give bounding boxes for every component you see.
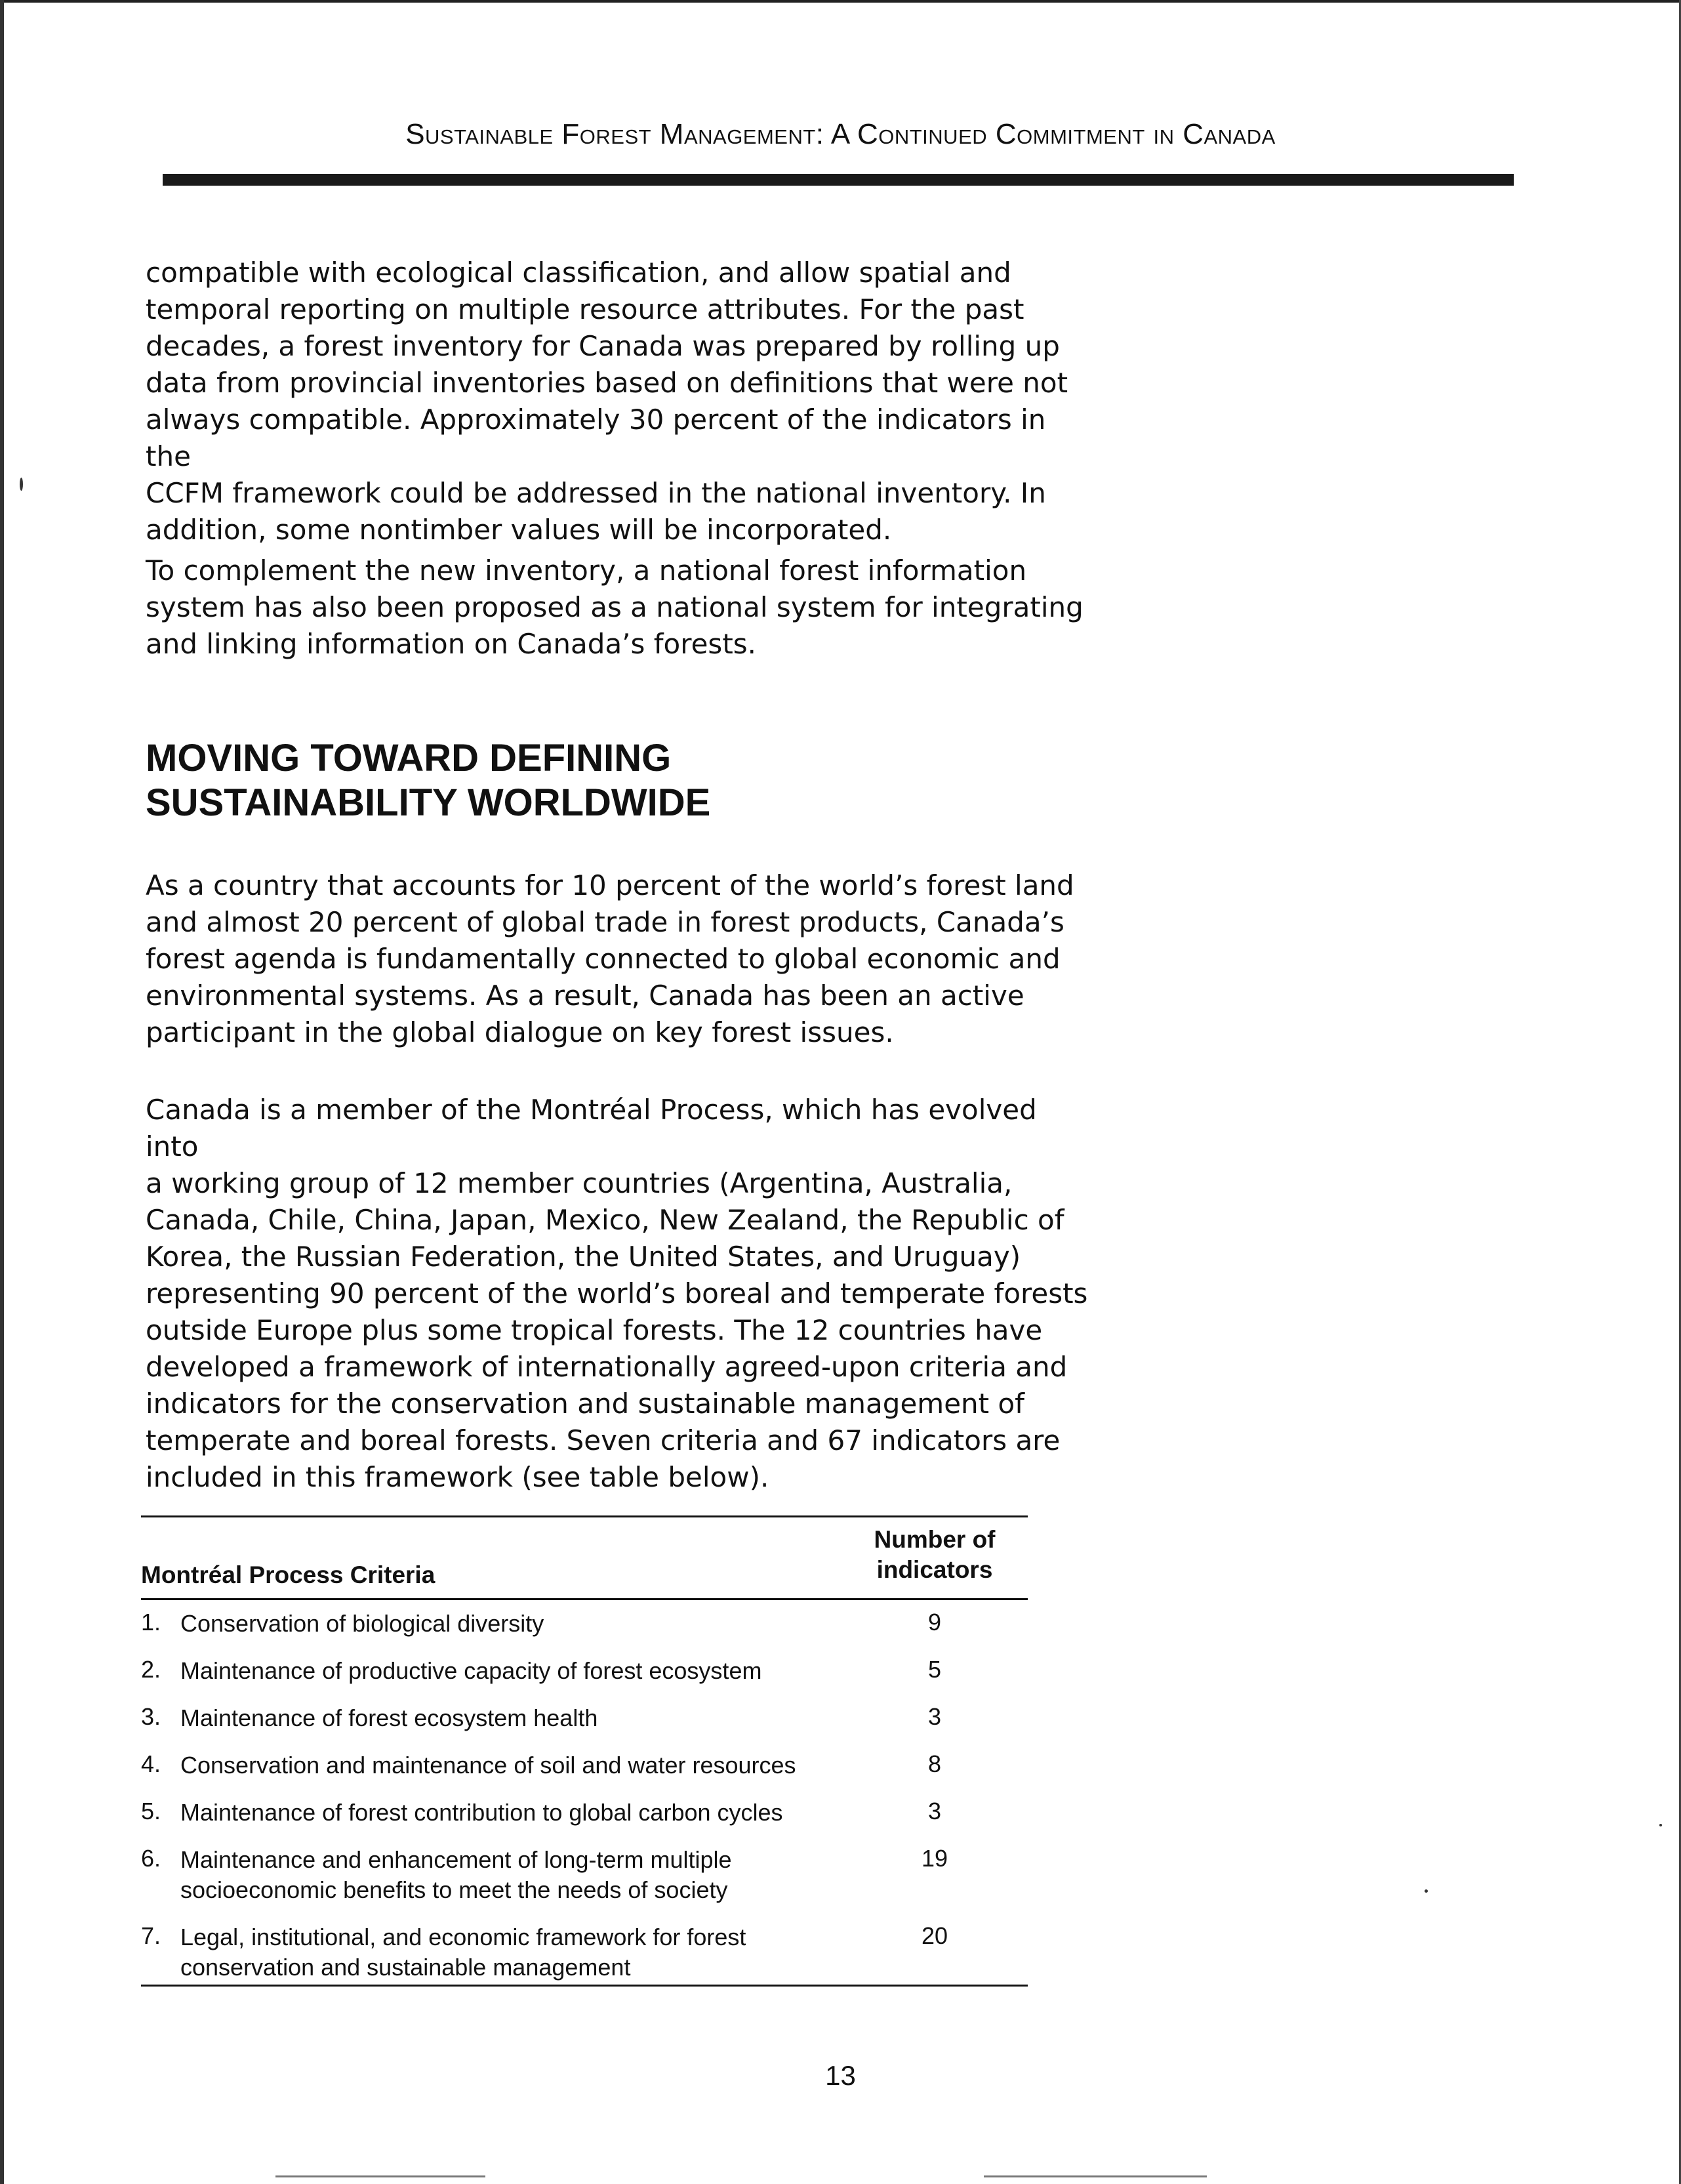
scan-edge-left: [0, 0, 4, 2184]
row-number: 7.: [141, 1922, 161, 1949]
row-label: Conservation of biological diversity: [180, 1610, 544, 1637]
scan-noise: [275, 2175, 485, 2177]
row-number: 3.: [141, 1703, 161, 1730]
scan-edge-top: [0, 0, 1681, 3]
body-paragraph-1: [146, 255, 1090, 548]
paragraph-text: As a country that accounts for 10 percent of the world’s forest land and almost 20 percent of global trade in forest products, Canada’s forest agenda is fundamentally connected to global economic and environmental systems. As a result, Canada has been an active participant in the global dialogue on key forest issues.: [146, 869, 1074, 1048]
scan-speck: [20, 478, 23, 491]
row-label: Maintenance of forest ecosystem health: [180, 1704, 598, 1731]
table-header-criteria: Montréal Process Criteria: [141, 1561, 435, 1588]
table-header-count: Number of indicators: [874, 1526, 996, 1583]
row-count: 19: [921, 1845, 948, 1872]
row-label: Conservation and maintenance of soil and water resources: [180, 1752, 796, 1779]
body-paragraph-3: [146, 867, 1090, 1051]
table-rule-header: [141, 1598, 1028, 1600]
row-count: 5: [927, 1656, 942, 1683]
page-number: 13: [825, 2060, 856, 2091]
row-number: 5.: [141, 1798, 161, 1824]
scan-speck: [1659, 1824, 1662, 1826]
row-number: 1.: [141, 1609, 161, 1636]
row-number: 2.: [141, 1656, 161, 1683]
row-label: Maintenance and enhancement of long-term multiple socioeconomic benefits to meet the needs of society: [180, 1846, 732, 1903]
row-label: Maintenance of forest contribution to global carbon cycles: [180, 1799, 783, 1826]
scan-noise: [984, 2175, 1207, 2177]
paragraph-text: Canada is a member of the Montréal Process, which has evolved into a working group of 12 member countries (Argentina, Australia, Canada, Chile, China, Japan, Mexico, New Zealand, the Republic of Korea, the Russian Federation, the United States, and Uruguay) representing 90 percent of the world’s boreal and temperate forests outside Europe plus some tropical forests. The 12 countries have developed a framework of internationally agreed-upon criteria and indicators for the conservation and sustainable management of temperate and boreal forests. Seven criteria and 67 indicators are included in this framework (see table below).: [146, 1094, 1088, 1493]
body-paragraph-4: [146, 1092, 1090, 1496]
row-number: 6.: [141, 1845, 161, 1872]
paragraph-text: compatible with ecological classification, and allow spatial and temporal reporting on multiple resource attributes. For the past decades, a forest inventory for Canada was prepared by rolling up data from provincial inventories based on definitions that were not always compatible. Approximately 30 percent of the indicators in the CCFM framework could be addressed in the national inventory. In addition, some nontimber values will be incorporated.: [146, 257, 1068, 546]
section-heading: MOVING TOWARD DEFINING SUSTAINABILITY WORLDWIDE: [146, 737, 711, 824]
row-count: 9: [927, 1609, 942, 1636]
row-count: 20: [921, 1922, 948, 1949]
row-count: 3: [927, 1798, 942, 1824]
row-label: Legal, institutional, and economic framework for forest conservation and sustainable management: [180, 1924, 746, 1981]
body-paragraph-2: [146, 552, 1090, 663]
table-rule-top: [141, 1515, 1028, 1517]
row-number: 4.: [141, 1750, 161, 1777]
scan-speck: [1425, 1889, 1428, 1893]
running-head: Sustainable Forest Management: A Continued Commitment in Canada: [405, 118, 1276, 150]
table-rule-bottom: [141, 1985, 1028, 1987]
row-label: Maintenance of productive capacity of forest ecosystem: [180, 1657, 762, 1684]
header-rule: [163, 174, 1514, 186]
row-count: 3: [927, 1703, 942, 1730]
row-count: 8: [927, 1750, 942, 1777]
paragraph-text: To complement the new inventory, a national forest information system has also been proposed as a national system for integrating and linking information on Canada’s forests.: [146, 554, 1084, 660]
